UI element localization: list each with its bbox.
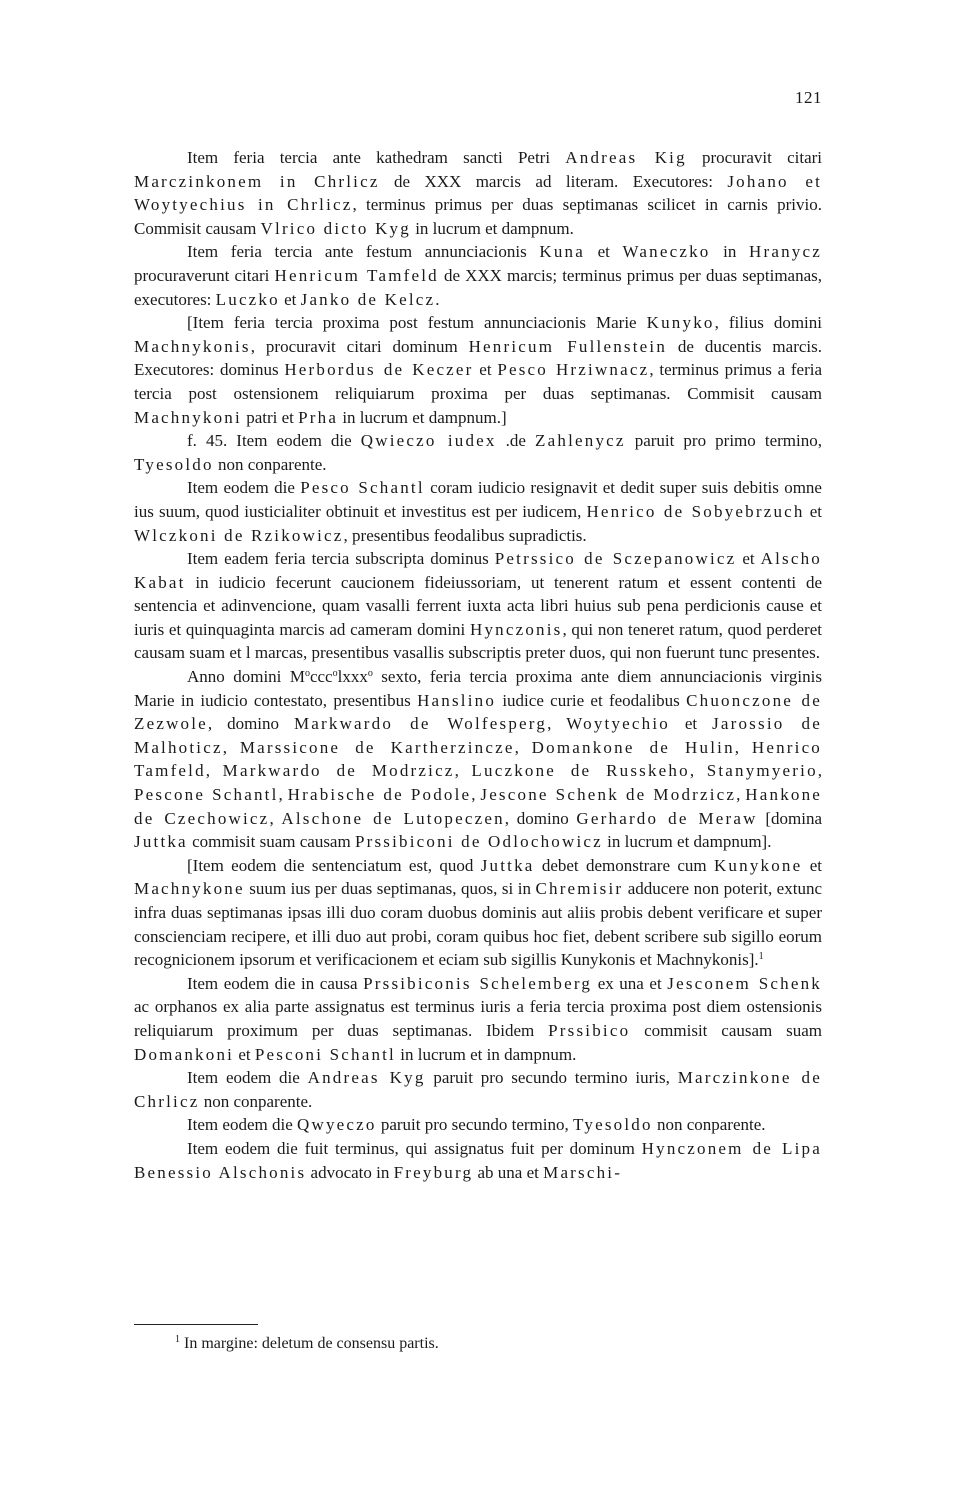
text-run: ex una et: [592, 973, 668, 993]
spaced-name: Prha: [298, 407, 339, 427]
spaced-name: Prssibiconi de Odlochowicz: [354, 832, 603, 852]
text-run: coram iudicio resignavit et dedit super suis debitis omne ius suum, quod iusticialiter obtinuit et investitus est per iudicem,: [134, 478, 822, 521]
text-run: ab una et: [473, 1162, 544, 1182]
text-run: procuravit citari: [686, 148, 822, 167]
text-run: [Item feria tercia proxima post festum annunciacionis Marie: [187, 313, 647, 333]
text-run: paruit pro primo termino,: [625, 431, 822, 451]
text-run: ,: [689, 761, 707, 781]
spaced-name: Marczinkonem in Chrlicz: [134, 171, 380, 191]
spaced-name: Markwardo de Wolfesperg: [293, 714, 548, 734]
spaced-name: Tyesoldo: [134, 454, 214, 474]
text-run: , procuravit citari dominum: [250, 336, 469, 356]
paragraph: [134, 854, 822, 972]
spaced-name: Chremisir: [535, 879, 624, 899]
spaced-name: Janko de Kelcz: [300, 289, 436, 309]
text-run: ,: [547, 714, 567, 734]
spaced-name: Waneczko: [622, 242, 711, 262]
text-run: et: [736, 549, 761, 569]
text-run: Item eodem die fuit terminus, qui assignatus fuit per dominum: [187, 1138, 642, 1158]
spaced-name: Henricum Tamfeld: [274, 265, 439, 285]
paragraph: [134, 1066, 822, 1113]
text-run: .de: [496, 431, 536, 451]
footnote-divider: [134, 1324, 258, 1325]
text-run: , domino: [207, 714, 294, 734]
spaced-name: Kunykone: [713, 855, 803, 875]
spaced-name: Jesconem Schenk: [667, 973, 822, 993]
spaced-name: Markwardo de Modrzicz: [222, 761, 455, 781]
text-run: commisit suam causam: [187, 832, 355, 852]
text-run: , terminus primus a feria tercia post ostensionem reliquiarum proxima per duas septimanas. Commisit causam: [134, 360, 823, 403]
superscript: o: [304, 668, 310, 680]
text-run: patri et: [241, 407, 299, 427]
spaced-name: Domankoni: [134, 1044, 235, 1064]
text-run: et: [234, 1044, 255, 1064]
spaced-name: Alscho Kabat: [134, 549, 822, 592]
spaced-name: Luczko: [215, 289, 280, 309]
spaced-name: Juttka: [480, 855, 535, 875]
text-run: iudice curie et feodalibus: [496, 690, 687, 710]
spaced-name: Hynczonis: [469, 619, 563, 639]
text-run: , domino: [504, 808, 577, 828]
text-run: sexto, feria tercia proxima ante diem annunciacionis virginis Marie in iudicio contestato, presentibus: [134, 667, 822, 710]
text-run: , filius domini: [714, 313, 823, 333]
paragraph: [134, 1137, 822, 1184]
text-run: commisit causam suam: [630, 1020, 822, 1040]
text-run: advocato in: [306, 1162, 394, 1182]
text-run: .: [435, 289, 440, 309]
spaced-name: Hanslino: [417, 690, 497, 710]
spaced-name: Henricum Fullenstein: [468, 336, 668, 356]
text-run: [Item eodem die sentenciatum est, quod: [187, 855, 481, 875]
paragraph: [134, 240, 822, 311]
spaced-name: Freyburg: [393, 1162, 474, 1182]
text-run: Item eodem die in causa: [187, 973, 364, 993]
spaced-name: Vlrico dicto Kyg: [260, 218, 411, 238]
text-run: procuraverunt citari: [134, 265, 275, 285]
footnote-text: In margine: deletum de consensu partis.: [184, 1335, 439, 1352]
text-run: et: [804, 501, 822, 521]
spaced-name: Hrabische de Podole: [287, 785, 472, 805]
spaced-name: Qwyeczo: [297, 1115, 377, 1135]
text-run: et: [279, 289, 301, 309]
spaced-name: Machnykonis: [134, 336, 251, 356]
spaced-name: Henrico Tamfeld: [134, 737, 823, 781]
text-run: suum ius per duas septimanas, quos, si in: [244, 879, 536, 899]
text-run: Item eodem die: [187, 1068, 308, 1088]
spaced-name: Alschone de Lutopeczen: [281, 808, 505, 828]
spaced-name: Hynczonem de Lipa Benessio Alschonis: [134, 1138, 822, 1182]
spaced-name: Hranycz: [749, 242, 822, 262]
text-run: ,: [205, 761, 223, 781]
spaced-name: Pescone Schantl: [134, 785, 279, 805]
text-run: debet demonstrare cum: [534, 855, 714, 875]
text-run: in iudicio fecerunt caucionem fideiussoriam, ut tenerent ratum et essent contenti de sentencia et adinvencione, quam vasalli ferrent iuxta acta libri huius sub pena perdicionis cause et iuris et quinquaginta marcis ad cameram domini: [134, 572, 822, 639]
spaced-name: Gerhardo de Meraw: [576, 808, 758, 828]
text-run: [domina: [757, 808, 823, 828]
text-run: et: [473, 360, 498, 380]
spaced-name: Marssicone de Kartherzincze: [239, 737, 515, 757]
spaced-name: Petrssico de Sczepanowicz: [494, 549, 737, 569]
text-run: ccc: [309, 667, 333, 687]
paragraph: [134, 146, 822, 240]
spaced-name: Luczkone de Russkeho: [471, 761, 690, 781]
text-run: non conparente.: [652, 1115, 766, 1135]
text-run: de ducentis marcis. Executores: dominus: [134, 336, 822, 380]
paragraph: [134, 476, 822, 547]
superscript: 1: [758, 951, 764, 963]
spaced-name: Wlczkoni de Rzikowicz: [134, 525, 344, 545]
text-run: Item feria tercia ante festum annunciacionis: [187, 242, 540, 262]
text-run: , qui non teneret ratum, quod perderet causam suam et l marcas, presentibus vasallis subscriptis preter duos, qui non fuerunt tunc presentes.: [134, 619, 822, 663]
text-run: de XXX marcis ad literam. Executores:: [379, 171, 728, 191]
text-run: et: [669, 714, 713, 734]
spaced-name: Andreas Kig: [565, 148, 687, 167]
text-run: in: [710, 242, 749, 262]
text-run: et: [585, 242, 623, 262]
text-run: de XXX marcis; terminus primus per duas septimanas, executores:: [134, 265, 822, 309]
text-run: in lucrum et dampnum].: [602, 832, 772, 852]
spaced-name: Herbordus de Keczer: [284, 360, 474, 380]
text-run: ,: [269, 808, 282, 828]
text-run: ,: [817, 761, 823, 781]
text-run: Anno domini M: [187, 667, 305, 687]
text-run: lxxx: [337, 667, 368, 687]
spaced-name: Woytyechio: [566, 714, 670, 734]
spaced-name: Prssibico: [548, 1020, 631, 1040]
text-run: ac orphanos ex alia parte assignatus est terminus iuris a feria tercia proxima post diem ostensionis reliquiarum proximum per duas septimanas. Ibidem: [134, 997, 822, 1040]
footnote-marker: 1: [175, 1334, 180, 1345]
text-run: ,: [514, 737, 532, 757]
spaced-name: Henrico de Sobyebrzuch: [586, 501, 805, 521]
paragraph: [134, 1113, 822, 1137]
text-run: non conparente.: [213, 454, 327, 474]
paragraph: [134, 311, 822, 429]
text-run: ,: [278, 785, 288, 805]
spaced-name: Marschi-: [543, 1162, 623, 1182]
spaced-name: Marczinkone de Chrlicz: [134, 1068, 823, 1111]
text-run: paruit pro secundo termino iuris,: [425, 1068, 678, 1088]
spaced-name: Pesco Hrziwnacz: [497, 360, 650, 380]
text-run: in lucrum et dampnum.: [410, 218, 574, 238]
text-run: , terminus primus per duas septimanas scilicet in carnis privio. Commisit causam: [134, 195, 823, 238]
spaced-name: Kuna: [539, 242, 585, 262]
paragraph: [134, 547, 822, 665]
paragraph: [134, 972, 822, 1066]
body-text: [134, 146, 822, 1184]
text-run: , presentibus feodalibus supradictis.: [343, 525, 587, 545]
superscript: o: [332, 668, 338, 680]
text-run: et: [802, 855, 822, 875]
spaced-name: Kunyko: [646, 313, 715, 333]
spaced-name: Machnykoni: [134, 407, 242, 427]
spaced-name: Zahlenycz: [535, 431, 626, 451]
text-run: in lucrum et dampnum.]: [338, 407, 507, 427]
text-run: ,: [454, 761, 472, 781]
spaced-name: Pesco Schantl: [300, 478, 425, 498]
spaced-name: Tyesoldo: [573, 1115, 653, 1135]
spaced-name: Jarossio de Malhoticz: [134, 714, 822, 757]
spaced-name: Qwieczo iudex: [360, 431, 497, 451]
spaced-name: Prssibiconis Schelemberg: [363, 973, 593, 993]
text-run: f. 45. Item eodem die: [187, 431, 361, 451]
spaced-name: Hankone de Czechowicz: [134, 785, 823, 828]
text-run: ,: [734, 737, 752, 757]
spaced-name: Andreas Kyg: [307, 1068, 426, 1088]
spaced-name: Pesconi Schantl: [254, 1044, 396, 1064]
text-run: non conparente.: [199, 1091, 313, 1111]
spaced-name: Jescone Schenk de Modrzicz: [480, 785, 737, 805]
text-run: Item feria tercia ante kathedram sancti Petri: [187, 148, 566, 167]
text-run: Item eodem die: [187, 1115, 297, 1135]
spaced-name: Domankone de Hulin: [531, 737, 735, 757]
superscript: o: [367, 668, 373, 680]
spaced-name: Chuonczone de Zezwole: [134, 690, 822, 734]
text-run: ,: [471, 785, 481, 805]
text-run: Item eodem die: [187, 478, 301, 498]
spaced-name: Stanymyerio: [706, 761, 818, 781]
spaced-name: Juttka: [134, 832, 188, 852]
text-run: ,: [222, 737, 240, 757]
text-run: in lucrum et in dampnum.: [396, 1044, 577, 1064]
spaced-name: Machnykone: [134, 879, 245, 899]
text-run: paruit pro secundo termino,: [376, 1115, 573, 1135]
paragraph: [134, 665, 822, 854]
spaced-name: Johano et Woytyechius in Chrlicz: [134, 171, 823, 215]
paragraph: [134, 429, 822, 476]
text-run: Item eadem feria tercia subscripta dominus: [187, 549, 495, 569]
text-run: ,: [736, 785, 746, 805]
footnote: [175, 1333, 825, 1355]
page-number: 121: [795, 88, 822, 107]
text-run: adducere non poterit, extunc infra duas septimanas ipsas illi duo coram duobus dominis aut aliis probis debent verificare et super conscienciam recipere, et illi duo aut probi, coram quibus hoc fiet, debent scribere sub sigillo eorum recognicionem ipsorum et verificacionem et eciam sub sigillis Kunykonis et Machnykonis].: [134, 879, 822, 970]
